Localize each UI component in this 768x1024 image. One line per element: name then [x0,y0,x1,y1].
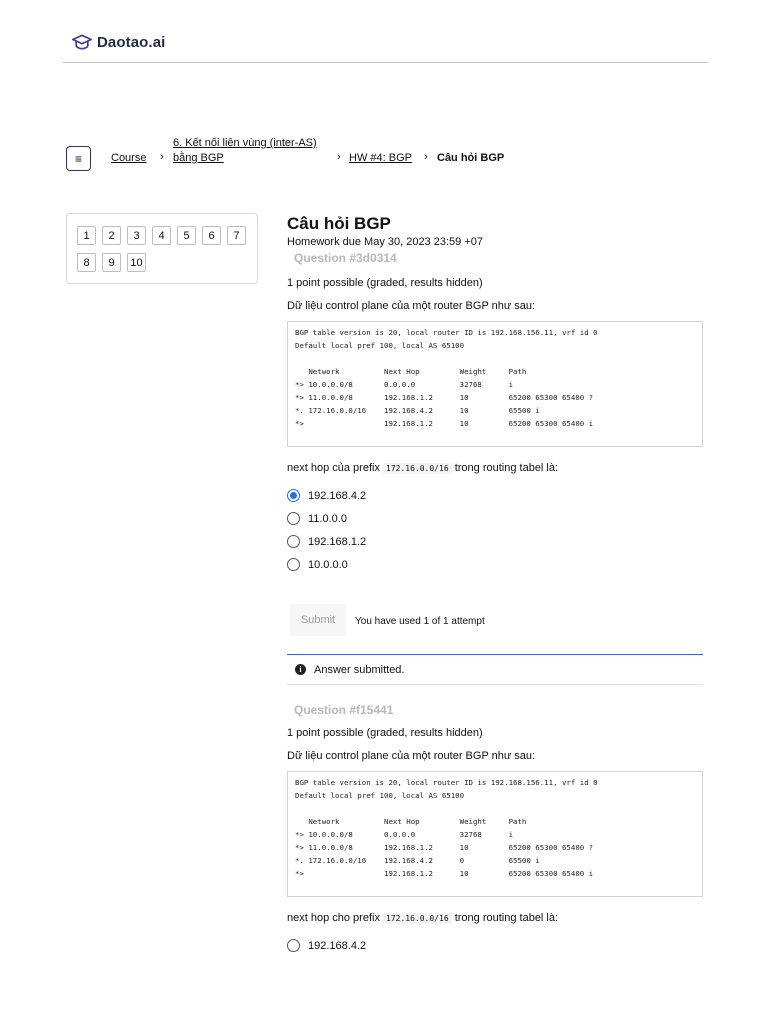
question-nav [66,213,258,284]
graduation-cap-icon [72,32,92,52]
radio-button[interactable] [287,489,300,502]
question-nav-item[interactable]: 6 [202,226,221,245]
bgp-table-text: BGP table version is 20, local router ID is 192.168.156.11, vrf id 0 Default local pref 100, local AS 65100 Network Next Hop Weight Path *> 10.0.0.0/8 0.0.0.0 32768 i *> 11.0.0.0/8 192.168.1.2 10 65200 65300 65400 ? *. 172.16.0.0/16 192.168.4.2 10 65500 i *> 192.168.1.2 10 65200 65300 65400 i [295,328,598,428]
answer-option-label: 192.168.4.2 [308,489,367,502]
submit-button[interactable]: Submit [290,604,346,636]
question-number: Question #f15441 [294,703,394,717]
question-points: 1 point possible (graded, results hidden) [287,277,483,289]
radio-button[interactable] [287,512,300,525]
prompt-text: next hop cho prefix [287,912,380,924]
breadcrumb-separator: › [337,151,341,163]
question-number: Question #3d0314 [294,251,397,265]
radio-button[interactable] [287,558,300,571]
question-nav-item[interactable]: 8 [77,253,96,272]
breadcrumb-separator: › [160,151,164,163]
breadcrumb-section-link-line2[interactable]: bằng BGP [173,152,224,164]
page-title: Câu hỏi BGP [287,214,391,233]
prompt-code: 172.16.0.0/16 [383,463,452,474]
answer-option[interactable] [287,535,366,548]
top-bar [62,0,708,63]
answer-option[interactable] [287,558,348,571]
radio-button[interactable] [287,939,300,952]
breadcrumb-separator: › [424,151,428,163]
question-nav-item[interactable]: 2 [102,226,121,245]
question-nav-item[interactable]: 4 [152,226,171,245]
brand-logo[interactable] [72,32,165,52]
answer-option[interactable] [287,512,347,525]
question-nav-item[interactable]: 9 [102,253,121,272]
question-nav-item[interactable]: 3 [127,226,146,245]
menu-button[interactable] [66,146,91,171]
due-date: Homework due May 30, 2023 23:59 +07 [287,236,483,248]
answer-option-label: 11.0.0.0 [308,512,347,525]
question-prompt [287,912,558,924]
answer-option-label: 10.0.0.0 [308,558,348,571]
submission-notice [287,654,703,685]
prompt-text: next hop của prefix [287,462,380,474]
answer-option-label: 192.168.4.2 [308,939,367,952]
info-icon: i [295,664,306,675]
breadcrumb-current: Câu hỏi BGP [437,152,505,164]
question-nav-item[interactable]: 7 [227,226,246,245]
question-prompt [287,462,558,474]
attempts-text: You have used 1 of 1 attempt [355,616,485,627]
code-block [287,771,703,897]
breadcrumb-course-link[interactable]: Course [111,152,147,164]
bgp-table-text: BGP table version is 20, local router ID is 192.168.156.11, vrf id 0 Default local pref 100, local AS 65100 Network Next Hop Weight Path *> 10.0.0.0/8 0.0.0.0 32768 i *> 11.0.0.0/8 192.168.1.2 10 65200 65300 65400 ? *. 172.16.0.0/16 192.168.4.2 0 65500 i *> 192.168.1.2 10 65200 65300 65400 i [295,778,598,878]
question-intro: Dữ liệu control plane của một router BGP như sau: [287,300,536,312]
question-nav-item[interactable]: 10 [127,253,146,272]
answer-option[interactable] [287,939,366,952]
answer-option[interactable] [287,489,366,502]
breadcrumb-section-link-line1[interactable]: 6. Kết nối liên vùng (inter-AS) [173,137,317,149]
hamburger-icon: ≡ [74,151,82,166]
prompt-text: trong routing tabel là: [454,462,559,474]
brand-name: Daotao.ai [97,33,166,51]
answer-option-label: 192.168.1.2 [308,535,367,548]
radio-button[interactable] [287,535,300,548]
notice-text: Answer submitted. [314,663,405,676]
question-intro: Dữ liệu control plane của một router BGP như sau: [287,750,536,762]
prompt-code: 172.16.0.0/16 [383,913,452,924]
code-block [287,321,703,447]
question-points: 1 point possible (graded, results hidden) [287,727,483,739]
breadcrumb-homework-link[interactable]: HW #4: BGP [349,152,412,164]
question-nav-item[interactable]: 5 [177,226,196,245]
question-nav-item[interactable]: 1 [77,226,96,245]
prompt-text: trong routing tabel là: [454,912,559,924]
